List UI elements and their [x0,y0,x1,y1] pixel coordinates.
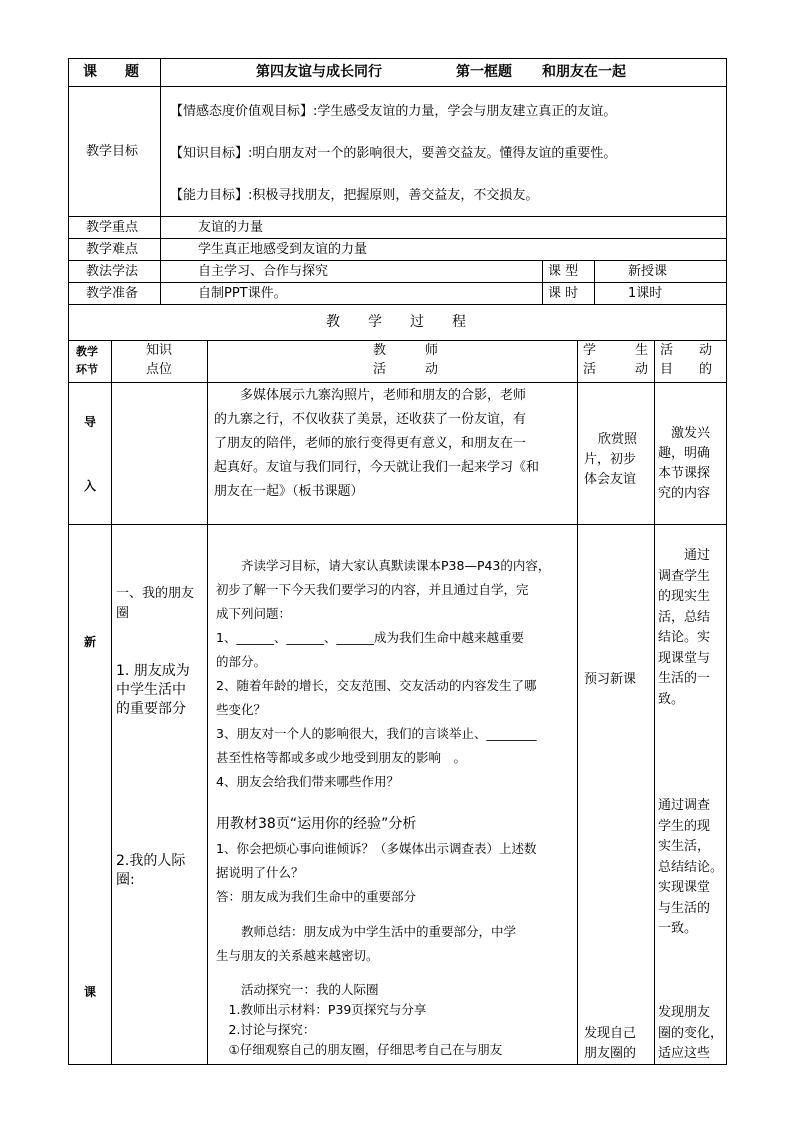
col-knowledge-header-1: 知识 [146,343,173,358]
experience-title: 用教材38页“运用你的经验”分析 [216,816,417,832]
text-line: 中学生活中 [116,682,186,698]
text-line: 一、我的朋友 [116,586,195,601]
activity-explore [216,980,502,1060]
text-line: 齐读学习目标，请大家认真默读课本P38—P43的内容， [216,558,551,573]
key-point-label: 教学重点 [86,220,139,235]
student-preview: 预习新课 [584,672,637,687]
subject-label: 课 题 [83,64,139,80]
row-divider [68,216,726,217]
table-border-right [726,58,727,1065]
duration-value: 1课时 [628,286,663,301]
row-divider [68,524,726,525]
text-line: 的部分。 [216,654,267,669]
col-divider [542,260,543,304]
text-line: ①仔细观察自己的朋友圈，仔细思考自己在与朋友 [216,1042,503,1057]
objective-affective: 【情感态度价值观目标】:学生感受友谊的力量，学会与朋友建立真正的友谊。 [170,104,617,119]
text-line: 了朋友的陪伴，老师的旅行变得更有意义，和朋友在一 [214,436,527,451]
text-line: 圈的变化， [658,1025,724,1041]
key-point-value: 友谊的力量 [198,220,264,235]
knowledge-point-1 [116,584,194,624]
text-line: 起真好。友谊与我们同行，今天就让我们一起来学习《和 [214,460,540,475]
text-line: 适应这些 [658,1046,711,1061]
col-teacher-header-1: 教 师 [373,343,439,358]
text-line: 激发兴 [658,426,711,441]
unit-title: 第四友谊与成长同行 [256,64,382,80]
text-line: 2.讨论与探究： [216,1022,316,1037]
text-line: 朋友圈的 [584,1046,637,1061]
difficulty-label: 教学难点 [86,242,139,257]
text-line: 一致。 [658,921,698,936]
purpose-3 [658,1003,723,1065]
method-value: 自主学习、合作与探究 [198,264,329,279]
text-line: 1.教师出示材料：P39页探究与分享 [216,1002,427,1017]
difficulty-value: 学生真正地感受到友谊的力量 [198,242,368,257]
text-line: 欣赏照 [598,432,638,447]
text-line: 片，初步 [584,452,637,467]
text-line: 生活的一 [658,671,711,686]
text-line: 答：朋友成为我们生命中的重要部分 [216,889,417,904]
stage-intro-2: 入 [84,479,97,493]
row-divider [68,238,726,239]
col-divider [654,340,655,1065]
text-line: 体会友谊 [584,472,637,487]
intro-student-activity [584,430,637,490]
stage-new-1: 新 [84,635,97,649]
text-line: 1. 朋友成为 [116,663,190,679]
stage-intro-1: 导 [84,415,97,429]
col-divider [594,260,595,304]
col-divider [207,340,208,1065]
text-line: 通过调查 [658,798,711,813]
knowledge-point-2 [116,662,190,719]
text-line: 总结结论。 [658,859,724,875]
text-line: 本节课探 [658,466,711,481]
text-line: 致。 [658,691,685,707]
text-line: 究的内容 [658,486,711,501]
text-line: 通过 [658,548,711,563]
text-line: 成下列问题： [216,606,292,621]
text-line: 趣，明确 [658,446,711,461]
text-line: 现课堂与 [658,650,711,666]
text-line: 据说明了什么？ [216,865,304,880]
row-divider [68,86,726,87]
text-line: 1、你会把烦心事向谁倾诉？（多媒体出示调查表）上述数 [216,841,537,856]
purpose-2 [658,796,723,940]
col-stage-header-1: 教学 [76,345,98,358]
col-purpose-header-2: 目 的 [660,362,713,377]
row-divider [68,382,726,383]
text-line: 多媒体展示九寨沟照片，老师和朋友的合影，老师 [214,388,527,403]
row-divider [68,282,726,283]
col-divider [577,340,578,1065]
section-label: 第一框题 [456,64,512,80]
method-label: 教法学法 [86,264,139,279]
objective-ability: 【能力目标】:积极寻找朋友，把握原则，善交益友，不交损友。 [170,188,539,203]
row-divider [68,304,726,305]
col-purpose-header-1: 活 动 [660,343,713,358]
text-line: 的重要部分 [116,701,186,717]
knowledge-point-3 [116,852,185,890]
text-line: 圈: [116,872,135,888]
text-line: 初步了解一下今天我们要学习的内容，并且通过自学，完 [216,582,529,597]
table-border-left [68,58,69,1065]
experience-questions [216,837,536,909]
text-line: 学生的现 [658,818,711,834]
col-divider [160,86,161,304]
text-line: 1、______、______、______成为我们生命中越来越重要 [216,630,524,645]
teacher-summary [216,920,516,968]
lesson-type-label: 课 型 [548,264,579,279]
text-line: 教师总结：朋友成为中学生活中的重要部分，中学 [216,924,517,939]
text-line: 些变化？ [216,702,267,717]
row-divider [68,340,726,341]
duration-label: 课 时 [548,286,579,301]
stage-new-2: 课 [84,985,97,999]
table-border-top [68,58,726,59]
text-line: 活，总结 [658,609,711,625]
text-line: 甚至性格等都或多或少地受到朋友的影响 。 [216,750,467,765]
objective-knowledge: 【知识目标】:明白朋友对一个的影响很大，要善交益友。懂得友谊的重要性。 [170,146,617,161]
text-line: 实生活， [658,839,711,854]
col-teacher-header-2: 活 动 [373,362,439,377]
text-line: 发现自己 [584,1026,637,1041]
text-line: 的九寨之行，不仅收获了美景，还收获了一份友谊，有 [214,412,527,427]
text-line: 圈 [116,606,130,621]
text-line: 2.我的人际 [116,853,186,869]
text-line: 实现课堂 [658,880,711,895]
student-discover [584,1024,636,1064]
col-student-header-1: 学 生 [583,343,649,358]
text-line: 4、朋友会给我们带来哪些作用？ [216,774,399,789]
col-divider [160,58,161,86]
text-line: 发现朋友 [658,1005,711,1020]
preparation-value: 自制PPT课件。 [198,286,287,301]
lesson-title: 和朋友在一起 [542,64,626,80]
text-line: 的现实生 [658,589,711,604]
text-line: 调查学生 [658,568,711,584]
lesson-type-value: 新授课 [628,264,668,279]
col-student-header-2: 活 动 [583,362,649,377]
col-divider [111,340,112,1065]
text-line: 生与朋友的关系越来越密切。 [216,948,379,963]
intro-teacher-activity [214,384,539,504]
text-line: 2、随着年龄的增长，交友范围、交友活动的内容发生了哪 [216,678,537,693]
text-line: 朋友在一起》（板书课题） [214,484,364,499]
new-teacher-questions [216,554,550,794]
text-line: 结论。实 [658,630,711,645]
purpose-1 [658,546,710,710]
process-title: 教 学 过 程 [326,314,466,330]
row-divider [68,260,726,261]
preparation-label: 教学准备 [86,286,139,301]
objectives-label: 教学目标 [86,144,139,159]
table-border-bottom [68,1064,726,1065]
col-knowledge-header-2: 点位 [146,362,173,377]
text-line: 活动探究一：我的人际圈 [216,982,379,997]
intro-purpose [658,424,710,504]
text-line: 3、朋友对一个人的影响很大，我们的言谈举止、________ [216,726,537,741]
col-stage-header-2: 环节 [76,363,98,376]
text-line: 与生活的 [658,900,711,916]
